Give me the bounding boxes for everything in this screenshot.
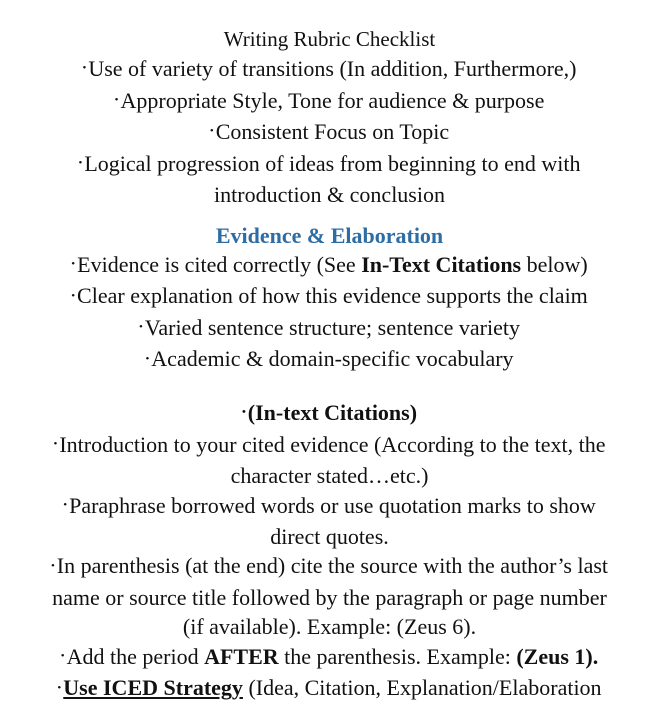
list-item: •Consistent Focus on Topic xyxy=(0,117,659,149)
bullet-icon: • xyxy=(57,681,62,694)
list-item: •Use ICED Strategy (Idea, Citation, Explanation/Elaboration xyxy=(0,673,659,705)
citations-heading: •(In-text Citations) xyxy=(0,398,659,430)
list-item: •Introduction to your cited evidence (According to the text, the character stated…etc.) xyxy=(53,431,606,489)
list-item: •Add the period AFTER the parenthesis. Example: (Zeus 1). xyxy=(0,642,659,674)
page-title: Writing Rubric Checklist xyxy=(223,27,436,51)
spacer xyxy=(0,376,659,398)
bullet-icon: • xyxy=(50,559,55,572)
list-item: •Clear explanation of how this evidence supports the claim xyxy=(0,281,659,313)
list-item: •Academic & domain-specific vocabulary xyxy=(0,344,659,376)
bullet-icon: • xyxy=(71,289,76,302)
bullet-icon: • xyxy=(241,406,246,419)
organization-list xyxy=(0,54,659,210)
bullet-icon: • xyxy=(60,649,65,662)
list-item: •In parenthesis (at the end) cite the source with the author’s last name or source title followed by the paragraph or page number (if available). Example: (Zeus 6). xyxy=(50,553,609,640)
citations-list xyxy=(0,430,659,705)
evidence-heading: Evidence & Elaboration xyxy=(215,222,444,248)
bullet-icon: • xyxy=(53,437,58,450)
list-item: •Logical progression of ideas from beginning to end with introduction & conclusion xyxy=(78,150,581,208)
list-item: •Paraphrase borrowed words or use quotation marks to show direct quotes. xyxy=(63,492,596,550)
evidence-list xyxy=(0,250,659,376)
list-item: •Varied sentence structure; sentence variety xyxy=(0,313,659,345)
bullet-icon: • xyxy=(145,352,150,365)
list-item: •Evidence is cited correctly (See In-Text Citations below) xyxy=(0,250,659,282)
list-item: •Appropriate Style, Tone for audience & purpose xyxy=(0,86,659,118)
bullet-icon: • xyxy=(139,321,143,334)
bullet-icon: • xyxy=(71,257,76,270)
bullet-icon: • xyxy=(82,62,87,75)
list-item: •Use of variety of transitions (In addition, Furthermore,) xyxy=(0,54,659,86)
bullet-icon: • xyxy=(78,157,83,170)
bullet-icon: • xyxy=(209,125,214,138)
bullet-icon: • xyxy=(114,93,119,106)
bullet-icon: • xyxy=(63,498,68,511)
